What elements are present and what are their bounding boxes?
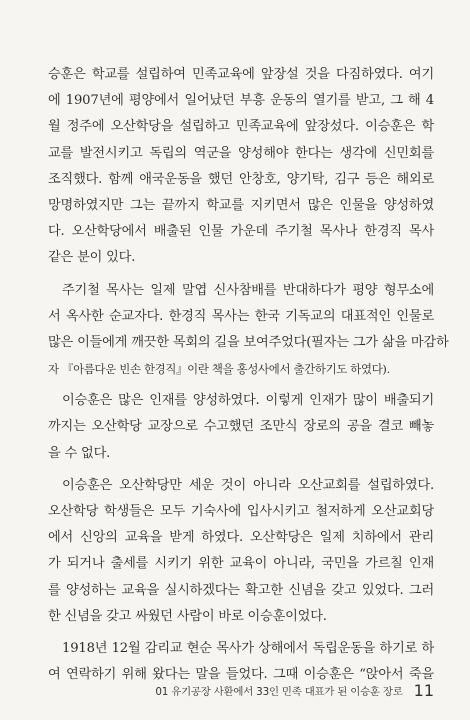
p4-line-1: 이승훈은 오산학당만 세운 것이 아니라 오산교회를 설립하였다.: [62, 477, 434, 493]
p2-line-3: 많은 이들에게 깨끗한 목회의 길을 보여주었다(필자는 그가 삶을 마감하: [48, 334, 449, 350]
body-text: [48, 62, 449, 688]
p1-line-6: 망명하였지만 그는 끝까지 학교를 지키면서 많은 인물을 양성하였: [48, 197, 434, 213]
p3-line-3: 을 수 없다.: [48, 445, 111, 461]
p1-line-2: 에 1907년에 평양에서 일어났던 부흥 운동의 열기를 받고, 그 해 4: [48, 93, 434, 109]
p2-line-1: 주기철 목사는 일제 말엽 신사참배를 반대하다가 평양 형무소에: [62, 282, 434, 298]
p1-line-8: 같은 분이 있다.: [48, 250, 136, 266]
p2-line-4: 자 『아름다운 빈손 한경직』이란 책을 홍성사에서 출간하기도 하였다).: [48, 362, 390, 377]
p3-line-2: 까지는 오산학당 교장으로 수고했던 조만식 장로의 공을 결코 빼놓: [48, 419, 434, 435]
p4-line-6: 한 신념을 갖고 싸웠던 사람이 바로 이승훈이었다.: [48, 608, 327, 624]
p4-line-5: 를 양성하는 교육을 실시하겠다는 확고한 신념을 갖고 있었다. 그러: [48, 582, 434, 598]
p4-line-2: 오산학당 학생들은 모두 기숙사에 입사시키고 철저하게 오산교회당: [48, 504, 434, 519]
p5-line-2: 여 연락하기 위해 왔다는 말을 들었다. 그때 이승훈은 “앉아서 죽을: [48, 667, 434, 683]
p1-line-1: 승훈은 학교를 설립하여 민족교육에 앞장설 것을 다짐하였다. 여기: [48, 67, 434, 82]
p4-line-3: 에서 신앙의 교육을 받게 하였다. 오산학당은 일제 치하에서 관리: [48, 530, 434, 546]
p5-line-1: 1918년 12월 감리교 현순 목사가 상해에서 독립운동을 하기로 하: [62, 640, 434, 656]
p3-line-1: 이승훈은 많은 인재를 양성하였다. 이렇게 인재가 많이 배출되기: [62, 393, 434, 409]
page-number: 11: [413, 681, 434, 700]
p1-line-3: 월 정주에 오산학당을 설립하고 민족교육에 앞장섰다. 이승훈은 학: [48, 119, 434, 135]
p1-line-5: 조직했다. 함께 애국운동을 했던 안창호, 양기탁, 김구 등은 해외로: [48, 171, 434, 187]
p2-line-2: 서 옥사한 순교자다. 한경직 목사는 한국 기독교의 대표적인 인물로: [48, 308, 434, 324]
page-footer: [48, 680, 434, 700]
p1-line-4: 교를 발전시키고 독립의 역군을 양성해야 한다는 생각에 신민회를: [48, 145, 434, 161]
running-head: 01 유기공장 사환에서 33인 민족 대표가 된 이승훈 장로: [155, 686, 403, 698]
p4-line-4: 가 되거나 출세를 시키기 위한 교육이 아니라, 국민을 가르칠 인재: [48, 556, 434, 572]
p1-line-7: 다. 오산학당에서 배출된 인물 가운데 주기철 목사나 한경직 목사: [48, 224, 434, 240]
